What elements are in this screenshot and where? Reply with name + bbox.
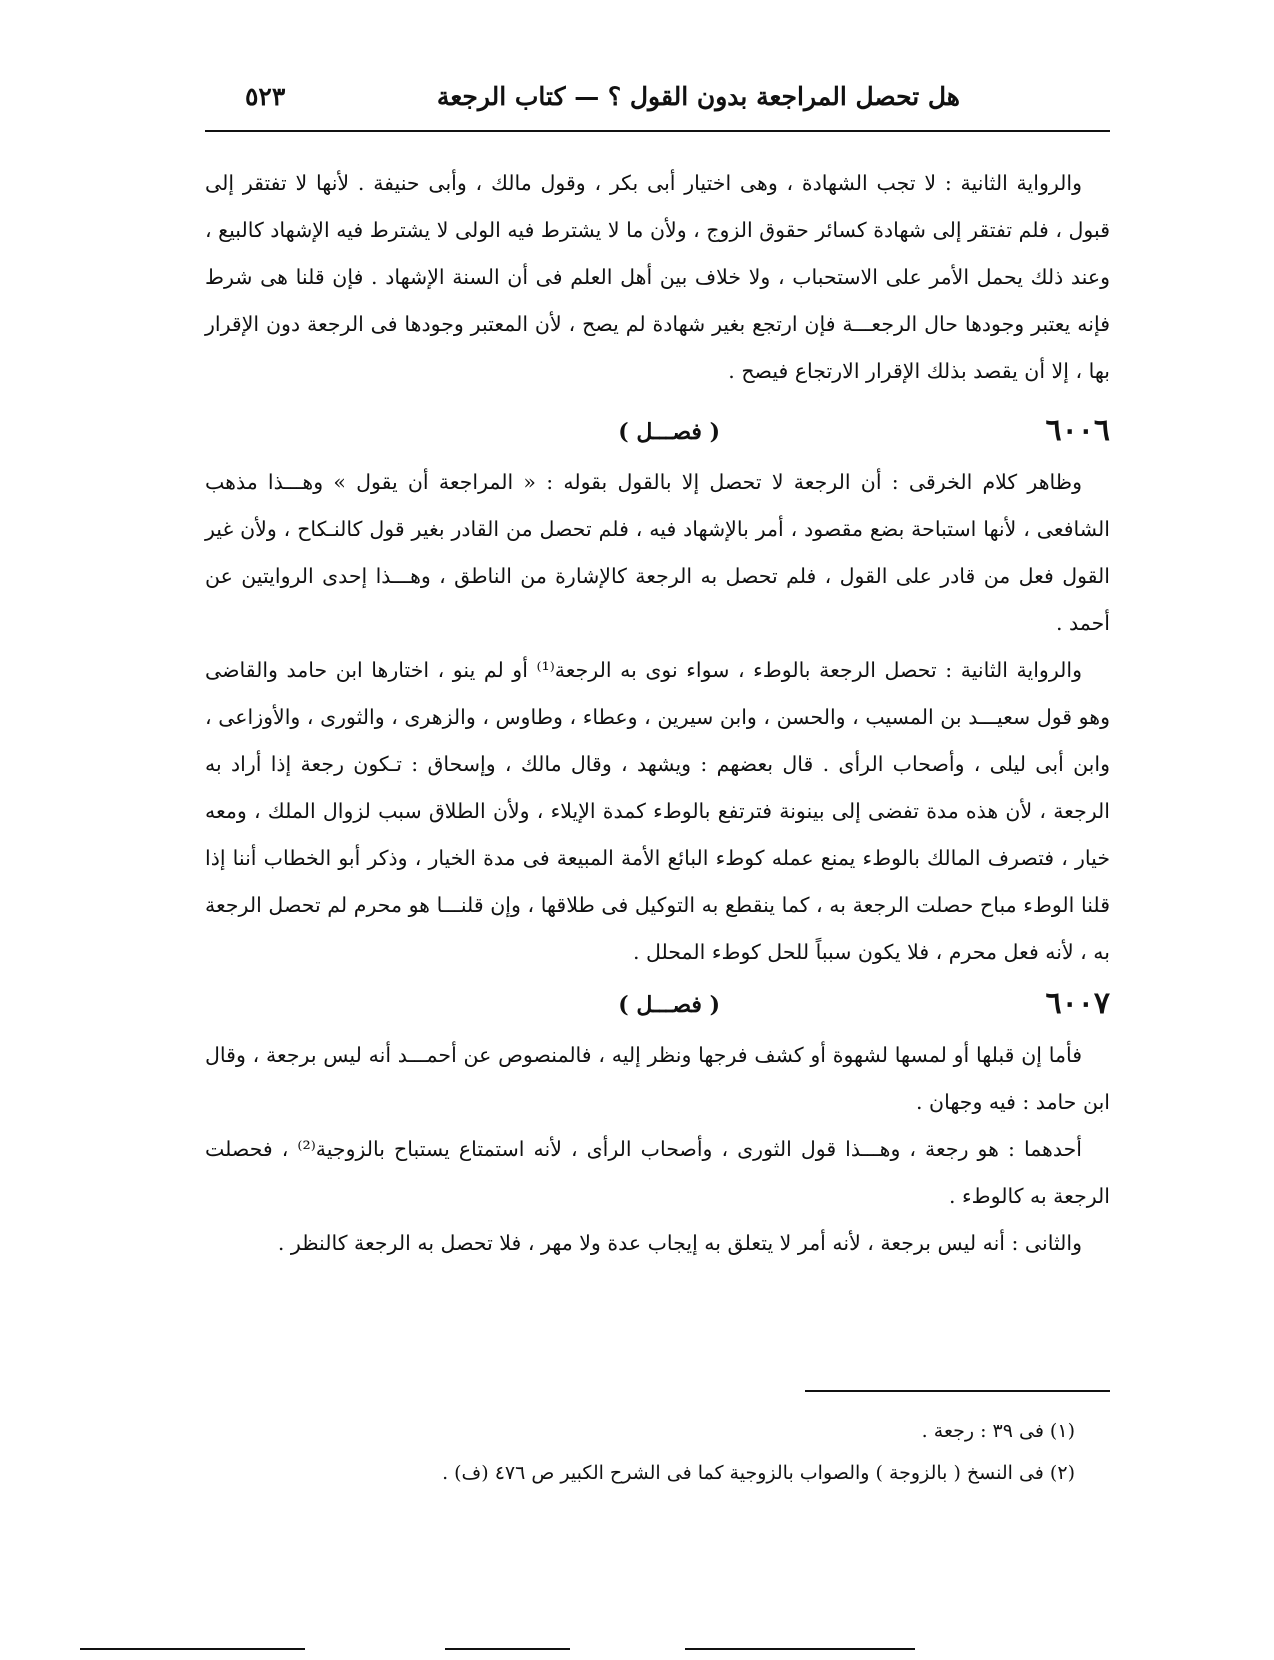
footnote: (٢) فى النسخ ( بالزوجة ) والصواب بالزوجية كما فى الشرح الكبير ص ٤٧٦ (ف) . (442, 1462, 1075, 1484)
page-body (205, 160, 1110, 1267)
bottom-rule-right (685, 1648, 915, 1650)
footnote-divider (805, 1390, 1110, 1392)
section-heading-6006 (205, 403, 1110, 459)
paragraph: فأما إن قبلها أو لمسها لشهوة أو كشف فرجها ونظر إليه ، فالمنصوص عن أحمـــد أنه ليس برجعة ، وقال ابن حامد : فيه وجهان . (205, 1043, 1110, 1114)
section-label: ( فصـــل ) (618, 992, 720, 1018)
intro-paragraph: والرواية الثانية : لا تجب الشهادة ، وهى اختيار أبى بكر ، وقول مالك ، وأبى حنيفة . لأنها لا تفتقر إلى قبول ، فلم تفتقر إلى شهادة كسائر حقوق الزوج ، ولأن ما لا يشترط فيه الولى لا يشترط فيه الإشهاد كالبيع ، وعند ذلك يحمل الأمر على الاستحباب ، ولا خلاف بين أهل العلم فى أن السنة الإشهاد . فإن قلنا هى شرط فإنه يعتبر وجودها حال الرجعـــة فإن ارتجع بغير شهادة لم يصح ، لأن المعتبر وجودها فى الرجعة دون الإقرار بها ، إلا أن يقصد بذلك الإقرار الارتجاع فيصح . (205, 171, 1110, 383)
paragraph: والرواية الثانية : تحصل الرجعة بالوطء ، سواء نوى به الرجعة⁽¹⁾ أو لم ينو ، اختارها ابن حامد والقاضى وهو قول سعيـــد بن المسيب ، والحسن ، وابن سيرين ، وعطاء ، وطاوس ، والزهرى ، والثورى ، والأوزاعى ، وابن أبى ليلى ، وأصحاب الرأى . قال بعضهم : ويشهد ، وقال مالك ، وإسحاق : تـكون رجعة إذا أراد به الرجعة ، لأن هذه مدة تفضى إلى بينونة فترتفع بالوطء كمدة الإيلاء ، ولأن الطلاق سبب لزوال الملك ، ومعه خيار ، فتصرف المالك بالوطء يمنع عمله كوطء البائع الأمة المبيعة فى مدة الخيار ، وذكر أبو الخطاب أننا إذا قلنا الوطء مباح حصلت الرجعة به ، كما ينقطع به التوكيل فى طلاقها ، وإن قلنـــا هو محرم لم تحصل الرجعة به ، لأنه فعل محرم ، فلا يكون سبباً للحل كوطء المحلل . (205, 658, 1111, 964)
bottom-rule-center (445, 1648, 570, 1650)
bottom-rule-left (80, 1648, 305, 1650)
header-title: هل تحصل المراجعة بدون القول ؟ — كتاب الرجعة (436, 82, 960, 111)
section-label: ( فصـــل ) (618, 419, 720, 445)
footnote: (١) فى ٣٩ : رجعة . (921, 1420, 1075, 1442)
footnotes (205, 1410, 1075, 1494)
section-number: ٦٠٠٦ (1045, 413, 1110, 448)
page-number: ٥٢٣ (245, 82, 286, 111)
paragraph: وظاهر كلام الخرقى : أن الرجعة لا تحصل إلا بالقول بقوله : « المراجعة أن يقول » وهـــذا مذهب الشافعى ، لأنها استباحة بضع مقصود ، أمر بالإشهاد فيه ، فلم تحصل من القادر بغير قول كالنـكاح ، ولأن غير القول فعل من قادر على القول ، فلم تحصل به الرجعة كالإشارة من الناطق ، وهـــذا إحدى الروايتين عن أحمد . (205, 470, 1110, 635)
section-number: ٦٠٠٧ (1045, 986, 1110, 1021)
section-heading-6007 (205, 976, 1110, 1032)
paragraph: والثانى : أنه ليس برجعة ، لأنه أمر لا يتعلق به إيجاب عدة ولا مهر ، فلا تحصل به الرجعة كالنظر . (277, 1231, 1082, 1255)
running-header (205, 80, 1110, 132)
paragraph: أحدهما : هو رجعة ، وهـــذا قول الثورى ، وأصحاب الرأى ، لأنه استمتاع يستباح بالزوجية⁽²⁾ ، فحصلت الرجعة به كالوطء . (205, 1137, 1110, 1208)
